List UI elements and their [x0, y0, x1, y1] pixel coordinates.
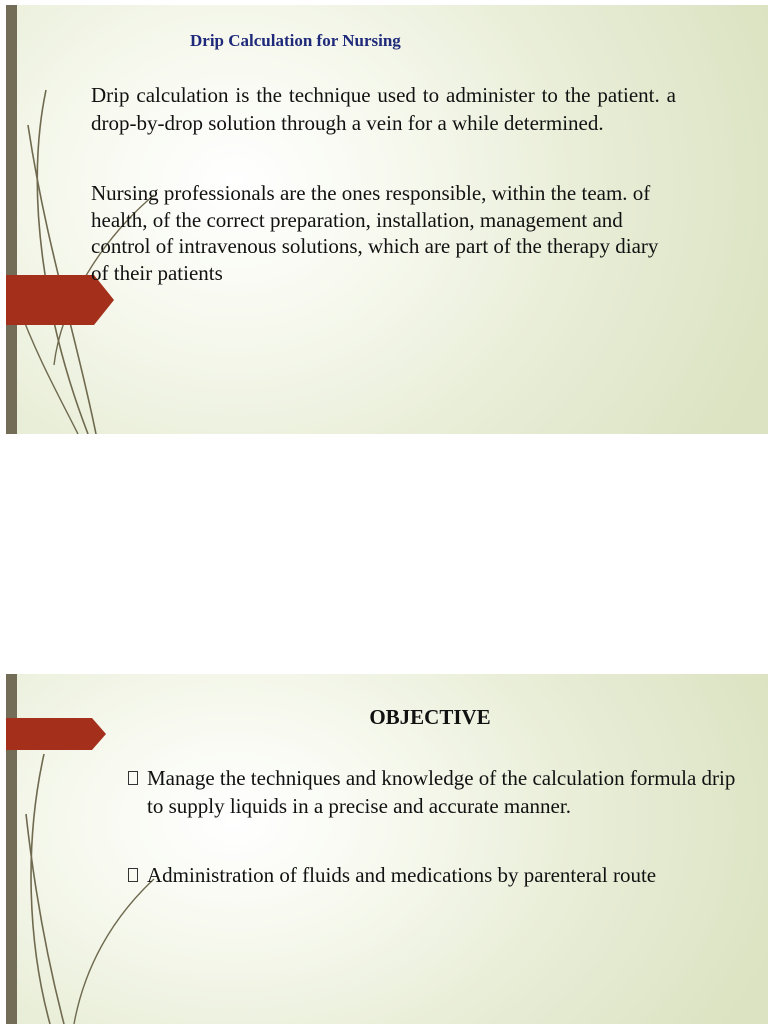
left-accent-bar: [6, 5, 17, 434]
bullet-text: Manage the techniques and knowledge of the calculation formula drip to supply liquids in a precise and accurate manner.: [147, 766, 736, 818]
slide-2: [6, 674, 768, 1024]
slide-1: [6, 5, 768, 434]
slide-title: Drip Calculation for Nursing: [190, 31, 401, 50]
bullet-text: Administration of fluids and medications by parenteral route: [147, 863, 657, 887]
missing-glyph-box-icon: [128, 868, 138, 882]
body-paragraph: Nursing professionals are the ones responsible, within the team. of health, of the correct preparation, installation, management and control of intravenous solutions, which are part of the therapy diary of their patients: [91, 181, 659, 285]
bullet-item: [126, 764, 741, 820]
slide-title: OBJECTIVE: [369, 705, 491, 729]
bullet-item: [126, 861, 741, 889]
body-paragraph: Drip calculation is the technique used to administer to the patient. a drop-by-drop solution through a vein for a while determined.: [91, 83, 676, 135]
missing-glyph-box-icon: [128, 771, 138, 785]
